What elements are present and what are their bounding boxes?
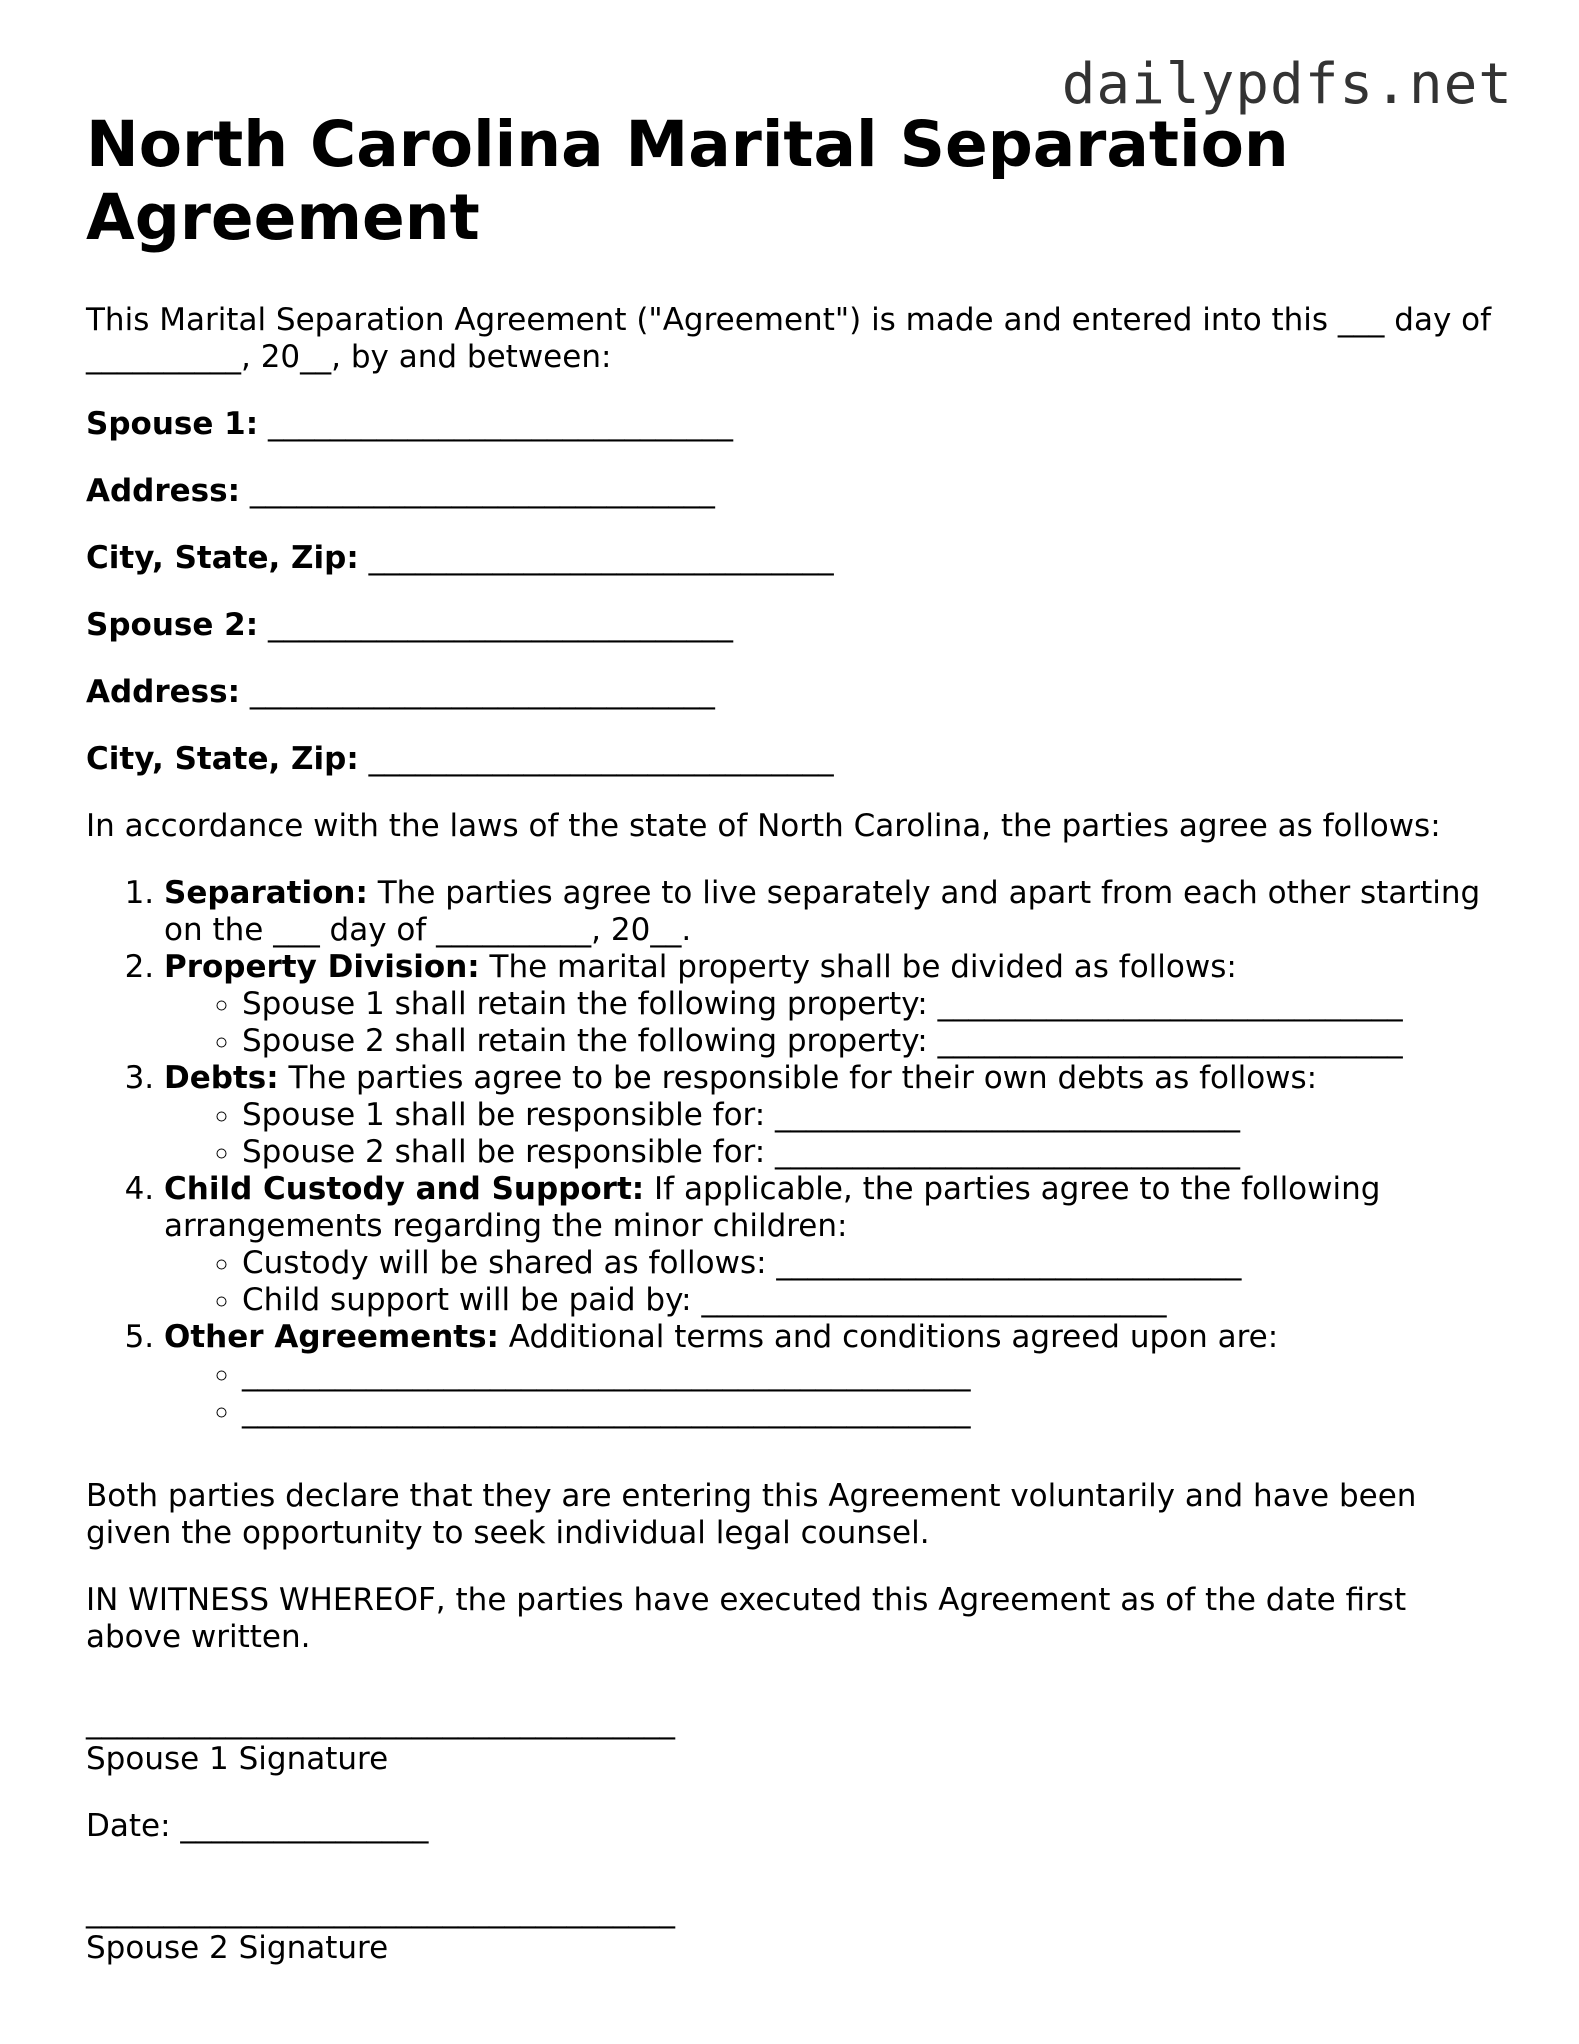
document-title: North Carolina Marital Separation Agreement <box>86 108 1289 254</box>
debts-sublist <box>164 1097 1496 1171</box>
spouse1-signature-line[interactable]: ______________________________________ <box>86 1704 675 1740</box>
property-sublist <box>164 986 1496 1060</box>
intro-paragraph: This Marital Separation Agreement ("Agreement") is made and entered into this ___ day of __________, 20__, by and between: <box>86 302 1492 375</box>
spouse2-city-state-zip-field[interactable] <box>86 741 1496 778</box>
field-blank: ______________________________ <box>249 473 715 509</box>
spouse2-signature-line[interactable]: ______________________________________ <box>86 1893 675 1929</box>
field-label: City, State, Zip: <box>86 540 359 576</box>
list-item[interactable]: ◦ Spouse 2 shall retain the following property: ______________________________ <box>242 1023 1496 1060</box>
spouse1-signature-label: Spouse 1 Signature <box>86 1741 389 1777</box>
term-heading: Debts: <box>164 1060 279 1096</box>
term-property-division <box>164 949 1496 1060</box>
laws-paragraph: In accordance with the laws of the state of North Carolina, the parties agree as follows: <box>86 808 1441 844</box>
term-separation <box>164 875 1496 949</box>
list-item[interactable]: ◦ Spouse 1 shall be responsible for: ______________________________ <box>242 1097 1496 1134</box>
party-fields <box>86 406 1496 778</box>
spouse1-name-field[interactable] <box>86 406 1496 443</box>
list-item[interactable]: ◦ _______________________________________________ <box>242 1393 1496 1430</box>
custody-sublist <box>164 1245 1496 1319</box>
list-item[interactable]: ◦ Spouse 2 shall be responsible for: ______________________________ <box>242 1134 1496 1171</box>
list-item[interactable]: ◦ Spouse 1 shall retain the following property: ______________________________ <box>242 986 1496 1023</box>
term-text: The parties agree to live separately and apart from each other starting on the ___ day of __________, 20__. <box>164 875 1481 948</box>
term-other-agreements <box>164 1319 1496 1430</box>
other-sublist <box>164 1356 1496 1430</box>
document-page <box>86 108 1496 1967</box>
field-blank: ______________________________ <box>267 406 733 442</box>
field-blank: ______________________________ <box>267 607 733 643</box>
term-text: Additional terms and conditions agreed upon are: <box>498 1319 1279 1355</box>
witness-paragraph: IN WITNESS WHEREOF, the parties have executed this Agreement as of the date first above written. <box>86 1582 1407 1655</box>
field-label: Address: <box>86 473 240 509</box>
spouse2-signature-block <box>86 1893 1496 1967</box>
field-label: City, State, Zip: <box>86 741 359 777</box>
spouse1-city-state-zip-field[interactable] <box>86 540 1496 577</box>
list-item[interactable]: ◦ Child support will be paid by: ______________________________ <box>242 1282 1496 1319</box>
spouse2-signature-label: Spouse 2 Signature <box>86 1930 389 1966</box>
date-field[interactable]: Date: ________________ <box>86 1808 429 1844</box>
spouse1-signature-block <box>86 1704 1496 1778</box>
field-label: Spouse 2: <box>86 607 259 643</box>
list-item[interactable]: ◦ _______________________________________________ <box>242 1356 1496 1393</box>
spouse1-address-field[interactable] <box>86 473 1496 510</box>
terms-list <box>86 875 1496 1430</box>
term-text: If applicable, the parties agree to the following arrangements regarding the minor children: <box>164 1171 1381 1244</box>
field-blank: ______________________________ <box>368 540 834 576</box>
declaration-paragraph: Both parties declare that they are entering this Agreement voluntarily and have been given the opportunity to seek individual legal counsel. <box>86 1478 1417 1551</box>
list-item[interactable]: ◦ Custody will be shared as follows: ______________________________ <box>242 1245 1496 1282</box>
spouse2-name-field[interactable] <box>86 607 1496 644</box>
field-label: Spouse 1: <box>86 406 259 442</box>
field-blank: ______________________________ <box>249 674 715 710</box>
term-text: The marital property shall be divided as follows: <box>479 949 1237 985</box>
term-heading: Property Division: <box>164 949 480 985</box>
field-blank: ______________________________ <box>368 741 834 777</box>
term-child-custody <box>164 1171 1496 1319</box>
watermark: dailypdfs.net <box>1061 52 1513 117</box>
term-debts <box>164 1060 1496 1171</box>
spouse2-address-field[interactable] <box>86 674 1496 711</box>
term-heading: Child Custody and Support: <box>164 1171 645 1207</box>
term-text: The parties agree to be responsible for their own debts as follows: <box>278 1060 1318 1096</box>
term-heading: Other Agreements: <box>164 1319 499 1355</box>
field-label: Address: <box>86 674 240 710</box>
term-heading: Separation: <box>164 875 368 911</box>
